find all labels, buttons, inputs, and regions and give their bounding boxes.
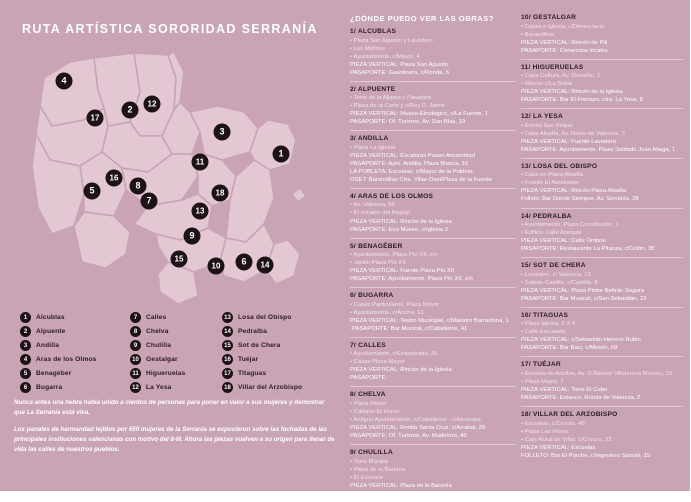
blurb-paragraph-2: Los panales de hermandad tejidos por 650 mujeres de la Serranía se expusieron sobre las fachadas de las principales instituciones valencianas con motivo del 8-M. Ahora las piezas vuelven a su origen para llenar de vida las calles de nuestros pueblos. [14,426,335,454]
entry-name: 16/ TITAGUAS [521,311,569,319]
map-region[interactable] [22,48,327,306]
listing-entry[interactable] [350,135,516,189]
entry-line: PIEZA VERTICAL: Calle Ombria [521,238,606,245]
entry-name: 3/ ANDILLA [350,135,389,143]
entry-line: • Callejón El Horno [350,408,400,415]
entry-line: • Plaza Mayor, 7 [521,378,564,385]
entry-line: • Plaza Iglesia, 2-3-4 [521,321,576,328]
legend-number-badge: 4 [20,354,31,365]
map-pin[interactable]: 8 [130,178,147,195]
listing-entry[interactable] [350,292,516,338]
entry-name: 10/ GESTALGAR [521,14,577,21]
legend-number-badge: 9 [130,340,141,351]
entry-name: 14/ PEDRALBA [521,212,572,220]
legend-label: Alpuente [36,328,66,336]
legend-label: Sot de Chera [238,342,281,350]
entry-line: PIEZA VERTICAL: c/Sebastián Herrero Rubio [521,337,641,344]
map-municipality [292,188,306,202]
legend-number-badge: 16 [222,354,233,365]
legend-label: La Yesa [146,384,172,392]
legend-number-badge: 10 [130,354,141,365]
entry-line: PIEZA VERTICAL: Plaza de la Baronía [350,482,452,489]
left-panel [0,0,345,491]
legend-label: Villar del Arzobispo [238,384,303,392]
entry-line: • Casas Particulares, Plaza Mayor [350,301,440,308]
entry-name: 13/ LOSA DEL OBISPO [521,162,598,170]
map-pin[interactable]: 18 [212,185,229,202]
entry-line: • Rincón c/La Balsa [521,81,573,88]
listing-column-b [521,14,683,481]
map-pin[interactable]: 10 [208,258,225,275]
list-item[interactable] [130,326,222,338]
entry-name: 5/ BENAGÉBER [350,242,403,250]
map-pin[interactable]: 5 [84,183,101,200]
entry-line: FOLLETO: Bar El Porche, c/Ingeniero Samart, 15 [521,452,651,459]
map-pin[interactable]: 15 [171,251,188,268]
listing-column-a [350,14,516,497]
listing-entry[interactable] [521,14,683,60]
entry-line: OSET: Barandillas Ctra. Villar-Oset/Plaza de la Fuente [350,176,492,183]
listing-entry[interactable] [521,163,683,209]
list-item[interactable] [20,382,130,394]
entry-line: PASAPORTE: Ayto. Andilla, Plaza Blanca, 16 [350,160,469,167]
entry-line: PIEZA VERTICAL: Rincón de la Iglesia [350,367,452,374]
entry-line: • Los Molinos [350,45,386,52]
legend-number-badge: 12 [130,382,141,393]
legend-number-badge: 13 [222,312,233,323]
entry-line: PIEZA VERTICAL: Rincón de Pili [521,39,608,46]
entry-line: Folleto: Bar Donde Siempre, Av. Serranía, 38 [521,196,639,203]
entry-line: PIEZA VERTICAL: Rincón Plaza Abadía [521,188,626,195]
list-item[interactable] [20,354,130,366]
entry-line: • Casa Abadía, Av. Reino de Valencia, 3 [521,130,625,137]
listing-entry[interactable] [350,342,516,388]
legend-label: Pedralba [238,328,268,336]
entry-line: PIEZA VERTICAL: Plaza San Agustín [350,61,449,68]
entry-line: • Edificio Calle Acequia [521,230,582,237]
entry-line: • Av. Valencia, 56 [350,202,395,209]
listing-entry[interactable] [350,28,516,82]
list-item[interactable] [222,382,340,394]
listing-entry[interactable] [350,193,516,239]
legend-number-badge: 11 [130,368,141,379]
listing-entry[interactable] [350,391,516,445]
entry-line: • Jardín Plaza Pío XII [350,260,406,267]
entry-line: • Ermita San Roque [521,122,573,129]
legend-label: Alcublas [36,314,65,322]
entry-line: • Torre de la Aljama y Pasadizo [350,95,432,102]
entry-line: PASAPORTE: Ayuntamiento, Plaza Pío XII, s/n [350,276,473,283]
entry-line: PIEZA VERTICAL: Fuente Lavadero [521,138,616,145]
legend-label: Bugarra [36,384,63,392]
entry-name: 8/ CHELVA [350,391,386,399]
legend-label: Losa del Obispo [238,314,292,322]
legend-label: Titaguas [238,370,267,378]
legend-column-1 [20,312,130,394]
entry-line: • Plaza Las Flores [521,428,569,435]
legend-number-badge: 17 [222,368,233,379]
listing-entry[interactable] [521,361,683,407]
list-item[interactable] [222,326,340,338]
entry-line: PASAPORTE: Estanco, Ronda de Valencia, 2 [521,394,641,401]
page-title: RUTA ARTÍSTICA SORORIDAD SERRANÍA [22,22,318,36]
entry-line: • Plaza de la Corte y c/Rey D. Jaime [350,103,446,110]
entry-line: PASAPORTE: Bar Baci, c/Mesón, 68 [521,345,618,352]
entry-line: • Ayuntamiento, c/Ancha, 13 [350,309,424,316]
entry-line: PIEZA VERTICAL: Escaleras Paseo Ancianidad [350,152,475,159]
map-pin[interactable]: 3 [214,124,231,141]
listing-entry[interactable] [350,449,516,502]
entry-line: • Barandillas [521,31,554,38]
entry-name: 2/ ALPUENTE [350,85,396,93]
legend-number-badge: 2 [20,326,31,337]
listing-entry[interactable] [521,213,683,259]
entry-line: PASAPORTE: Of. Turismo, Av. Maderero, 40 [350,433,467,440]
entry-line: • Ayuntamiento, Plaza Constitución, 1 [521,222,619,228]
list-item[interactable] [130,368,222,380]
entry-name: 15/ SOT DE CHERA [521,262,586,270]
map-pin[interactable]: 11 [192,154,209,171]
entry-line: PASAPORTE: [350,375,388,382]
legend-number-badge: 15 [222,340,233,351]
entry-line: PIEZA VERTICAL: Rincón de la Iglesia [521,89,623,96]
map-legend [20,312,340,394]
entry-line: PASAPORTE: Bar La Baronía, Plaza Baronía,6 [350,490,474,497]
legend-number-badge: 3 [20,340,31,351]
list-item[interactable] [130,354,222,366]
entry-line: • Ayuntamiento, c/Empedrado, 35 [350,351,438,358]
legend-label: Benagéber [36,370,72,378]
entry-line: PIEZA VERTICAL: Fuente Plaza Pío XII [350,268,455,275]
map-pin[interactable]: 14 [257,257,274,274]
legend-number-badge: 6 [20,382,31,393]
listing-entry[interactable] [521,262,683,308]
legend-label: Andilla [36,342,60,350]
map-pin[interactable]: 9 [184,228,201,245]
legend-number-badge: 18 [222,382,233,393]
entry-line: PASAPORTE: Bar Musical, c/San Sebastián, 22 [521,295,647,302]
map-pin[interactable]: 16 [106,170,123,187]
entry-line: • Casas Plaza Mayor [350,359,405,366]
entry-line: • Lavadero, c/ Valencia, 13 [521,271,591,278]
legend-column-2 [130,312,222,394]
list-item[interactable] [130,312,222,324]
legend-number-badge: 5 [20,368,31,379]
entry-line: • El mirador del Regajo [350,210,411,217]
list-item[interactable] [130,382,222,394]
map-pin[interactable]: 12 [144,96,161,113]
entry-line: PIEZA VERTICAL: Torre El Cubo [521,386,608,393]
listing-entry[interactable] [350,243,516,289]
entry-name: 7/ CALLES [350,341,386,349]
entry-line: • Antiguo Ayuntamiento, c/Caballeros - c/Alcazaba [350,417,481,423]
entry-name: 4/ ARAS DE LOS OLMOS [350,192,434,200]
listing-entry[interactable] [521,312,683,358]
legend-number-badge: 1 [20,312,31,323]
listing-entry[interactable] [521,64,683,110]
entry-line: • Casas e Iglesia, c/Democracia [521,23,605,30]
entry-line: PIEZA VERTICAL: Ermita Santa Cruz, c/Arrabal, 29 [350,425,486,432]
blurb-paragraph-1: Nunca antes una hebra había unido a cientos de personas para poner en valor a sus mujeres y demostrar que La Serranía está viva. [14,399,325,417]
entry-line: • Casa en Plaza Abadía [521,172,583,179]
list-item[interactable] [222,312,340,324]
list-item[interactable] [20,340,130,352]
entry-line: PIEZA VERTICAL: Rincón de la Iglesia [350,218,452,225]
entry-line: • El Esconce [350,474,384,481]
map-pin[interactable]: 7 [141,193,158,210]
map-pin[interactable]: 17 [87,110,104,127]
legend-label: Tuéjar [238,356,259,364]
entry-name: 9/ CHULILLA [350,449,394,457]
legend-label: Aras de los Olmos [36,356,97,364]
listing-entry[interactable] [521,113,683,159]
entry-line: PIEZA VERTICAL: Plaza Pintor Beltrán Segura [521,287,644,294]
entry-line: PASAPORTE: Comercios locales [521,47,608,54]
listing-entry[interactable] [521,411,683,464]
list-item[interactable] [222,354,340,366]
entry-line: PASAPORTE: Restaurante La Pitanza, c/Colón, 38 [521,246,655,253]
map-pin[interactable]: 1 [273,146,290,163]
entry-line: • Calle Escusado [521,329,566,336]
legend-label: Calles [146,314,167,322]
entry-name: 17/ TUÉJAR [521,361,561,369]
footer-blurb [14,398,336,462]
entry-name: 18/ VILLAR DEL ARZOBISPO [521,411,618,418]
entry-line: PASAPORTE: Gasolinera, c/Ronda, 6 [350,69,449,76]
entry-line: • Ayuntamiento, c/Mayor, 4 [350,53,420,60]
entry-line: PIEZA VERTICAL: Museo Etnológico, c/La Fuente, 1 [350,111,489,118]
entry-line: PASAPORTE: Of. Turismo, Av. San Blas, 19 [350,119,466,126]
map-pin[interactable]: 13 [192,203,209,220]
entry-line: PIEZA VERTICAL: Teatro Municipal, c/Maestro Barrachina, 1 [350,317,509,324]
listing-heading: ¿DÓNDE PUEDO VER LAS OBRAS? [350,14,494,23]
list-item[interactable] [20,368,130,380]
entry-line: PASAPORTE: Ayuntamiento, Plaza Soldado Juan Aliaga, 1 [521,146,676,153]
list-item[interactable] [20,312,130,324]
entry-name: 6/ BUGARRA [350,292,394,300]
list-item[interactable] [222,368,340,380]
map-pin[interactable]: 2 [122,102,139,119]
entry-line: • Casa Cultura, Av. Domeño, 1 [521,73,601,80]
listing-panel [345,0,691,497]
listing-entry[interactable] [350,86,516,132]
map-municipality [74,212,130,268]
entry-line: • Fuente El Abrebador [521,180,579,187]
entry-line: PIEZA VERTICAL: Escuelas [521,444,596,451]
map-pin[interactable]: 4 [56,73,73,90]
legend-number-badge: 7 [130,312,141,323]
entry-line: PASAPORTE: Eco Museo, c/Iglesia 2 [350,226,448,233]
list-item[interactable] [222,340,340,352]
legend-number-badge: 14 [222,326,233,337]
entry-name: 1/ ALCUBLAS [350,28,397,35]
entry-line: • Plaza La Iglesia [350,144,396,151]
entry-line: ·PASAPORTE: Bar Musical, c/Caballeros, 41 [350,325,468,332]
entry-line: • Plaza de la Baronía [350,466,406,473]
entry-line: • Escuelas, c/Cruces, 46 [521,420,585,427]
list-item[interactable] [130,340,222,352]
legend-label: Higueruelas [146,370,186,378]
legend-column-3 [222,312,340,394]
entry-line: • Plaza San Agustín y Lavadero [350,37,433,44]
entry-line: • Caja Rural de Villar, c/Cruces, 33 [521,436,612,443]
entry-line: • Plaza Mayor [350,400,387,407]
map-pin[interactable]: 6 [236,254,253,271]
entry-line: • Subida Castillo, c/Castillo, 8 [521,279,598,286]
legend-label: Chulilla [146,342,172,350]
entry-name: 11/ HIGUERUELAS [521,63,584,71]
entry-line: • Ayuntamiento, Plaza Pío XII, s/n [350,252,438,259]
entry-name: 12/ LA YESA [521,113,563,121]
entry-line: • Torre Muralla [350,458,388,465]
entry-line: PASAPORTE: Bar El Frenazo, ctra. La Yesa, 8 [521,97,643,104]
legend-label: Chelva [146,328,169,336]
entry-line: • Escuela de Adultos, Av. D.Ramón Villanueva Moreno, 15 [521,370,673,377]
legend-number-badge: 8 [130,326,141,337]
legend-label: Gestalgar [146,356,178,364]
entry-line: LA POBLETA: Escuelas, c/Mayor de la Pobleta [350,168,473,175]
list-item[interactable] [20,326,130,338]
